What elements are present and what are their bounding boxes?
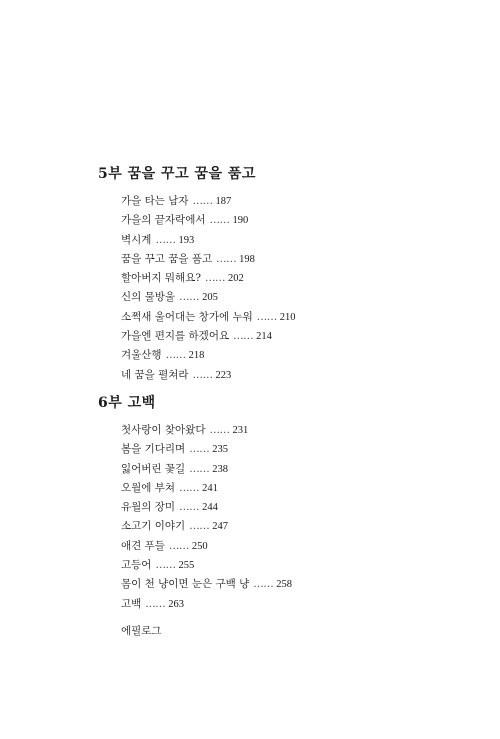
toc-entry[interactable] — [121, 517, 292, 536]
toc-entry[interactable] — [121, 460, 292, 479]
toc-entry-title: 몸이 천 냥이면 눈은 구백 냥 — [121, 578, 250, 591]
toc-page-number: 263 — [168, 598, 185, 610]
toc-entry[interactable] — [121, 556, 292, 575]
toc-entry-title: 네 꿈을 펼쳐라 — [121, 368, 189, 381]
toc-page-number: 247 — [212, 521, 228, 533]
toc-leader-dots: …… — [189, 443, 210, 456]
toc-entry[interactable] — [121, 346, 295, 365]
toc-list — [98, 421, 292, 614]
toc-leader-dots: …… — [192, 195, 213, 207]
toc-leader-dots: …… — [165, 349, 186, 362]
toc-page-number: 258 — [276, 579, 293, 591]
toc-page-number: 210 — [279, 311, 296, 323]
toc-entry[interactable] — [121, 308, 295, 327]
toc-entry-title: 잃어버린 꽃길 — [121, 462, 186, 475]
toc-entry[interactable] — [121, 479, 292, 498]
toc-entry[interactable] — [121, 366, 295, 385]
toc-entry-title: 봄을 기다리며 — [121, 443, 186, 456]
toc-leader-dots: …… — [204, 272, 225, 285]
toc-page-number: 214 — [256, 331, 272, 343]
toc-entry-title: 유월의 장미 — [121, 501, 176, 514]
toc-page-number: 190 — [232, 215, 249, 227]
toc-page-number: 241 — [202, 482, 218, 494]
toc-leader-dots: …… — [145, 597, 166, 610]
toc-entry-title: 소쩍새 울어대는 창가에 누워 — [121, 310, 253, 323]
toc-leader-dots: …… — [256, 310, 277, 323]
toc-entry-title: 고백 — [121, 597, 142, 610]
section-title: 5부 꿈을 꾸고 꿈을 품고 — [98, 166, 256, 182]
toc-entry-title: 벽시계 — [121, 233, 152, 246]
toc-entry[interactable] — [121, 537, 292, 556]
toc-entry[interactable] — [121, 327, 295, 346]
toc-leader-dots: …… — [216, 252, 237, 265]
toc-page-number: 231 — [232, 425, 249, 436]
toc-page-number: 223 — [215, 369, 232, 381]
toc-entry-title: 첫사랑이 찾아왔다 — [121, 424, 206, 436]
toc-leader-dots: …… — [168, 539, 189, 552]
toc-page-number: 250 — [191, 540, 208, 552]
toc-entry[interactable] — [121, 250, 295, 269]
toc-entry-title: 꿈을 꾸고 꿈을 품고 — [121, 252, 213, 265]
toc-entry-title: 가을엔 편지를 하겠어요 — [121, 330, 230, 343]
toc-entry-title: 할아버지 뭐해요? — [121, 272, 201, 285]
toc-leader-dots: …… — [189, 520, 210, 533]
toc-page-number: 202 — [227, 273, 244, 285]
toc-entry-title: 가을 타는 남자 — [121, 195, 189, 207]
epilogue-entry[interactable]: 에필로그 — [121, 625, 162, 637]
toc-entry[interactable] — [121, 421, 292, 440]
toc-leader-dots: …… — [179, 291, 200, 304]
section-5 — [98, 164, 295, 385]
toc-entry[interactable] — [121, 211, 295, 230]
toc-page-number: 193 — [178, 234, 195, 246]
toc-leader-dots: …… — [192, 368, 213, 381]
toc-page-number: 244 — [202, 502, 218, 514]
toc-leader-dots: …… — [233, 330, 254, 343]
toc-list — [98, 192, 295, 385]
toc-entry[interactable] — [121, 595, 292, 614]
toc-entry[interactable] — [121, 231, 295, 250]
toc-entry-title: 소고기 이야기 — [121, 520, 186, 533]
toc-leader-dots: …… — [179, 501, 200, 514]
toc-page-number: 218 — [188, 350, 205, 362]
toc-leader-dots: …… — [209, 424, 230, 436]
toc-leader-dots: …… — [155, 233, 176, 246]
section-title: 6부 고백 — [98, 395, 156, 411]
toc-page-number: 205 — [202, 292, 218, 304]
toc-entry[interactable] — [121, 575, 292, 594]
toc-entry-title: 애견 푸들 — [121, 539, 165, 552]
toc-leader-dots: …… — [179, 481, 200, 494]
section-6 — [98, 393, 292, 614]
toc-entry-title: 오월에 부쳐 — [121, 481, 176, 494]
toc-entry[interactable] — [121, 440, 292, 459]
toc-page-number: 235 — [212, 444, 228, 456]
toc-entry[interactable] — [121, 498, 292, 517]
toc-entry[interactable] — [121, 269, 295, 288]
toc-entry[interactable] — [121, 192, 295, 211]
toc-leader-dots: …… — [253, 578, 274, 591]
toc-page-number: 187 — [215, 196, 232, 207]
toc-entry-title: 겨울산행 — [121, 349, 162, 362]
toc-leader-dots: …… — [189, 462, 210, 475]
toc-entry[interactable] — [121, 288, 295, 307]
toc-leader-dots: …… — [155, 559, 176, 572]
toc-page-number: 238 — [212, 463, 228, 475]
toc-entry-title: 가을의 끝자락에서 — [121, 214, 206, 227]
toc-page-number: 198 — [239, 253, 255, 265]
toc-leader-dots: …… — [209, 214, 230, 227]
toc-page-number: 255 — [178, 560, 195, 572]
toc-entry-title: 신의 물방울 — [121, 291, 176, 304]
toc-entry-title: 고등어 — [121, 559, 152, 572]
